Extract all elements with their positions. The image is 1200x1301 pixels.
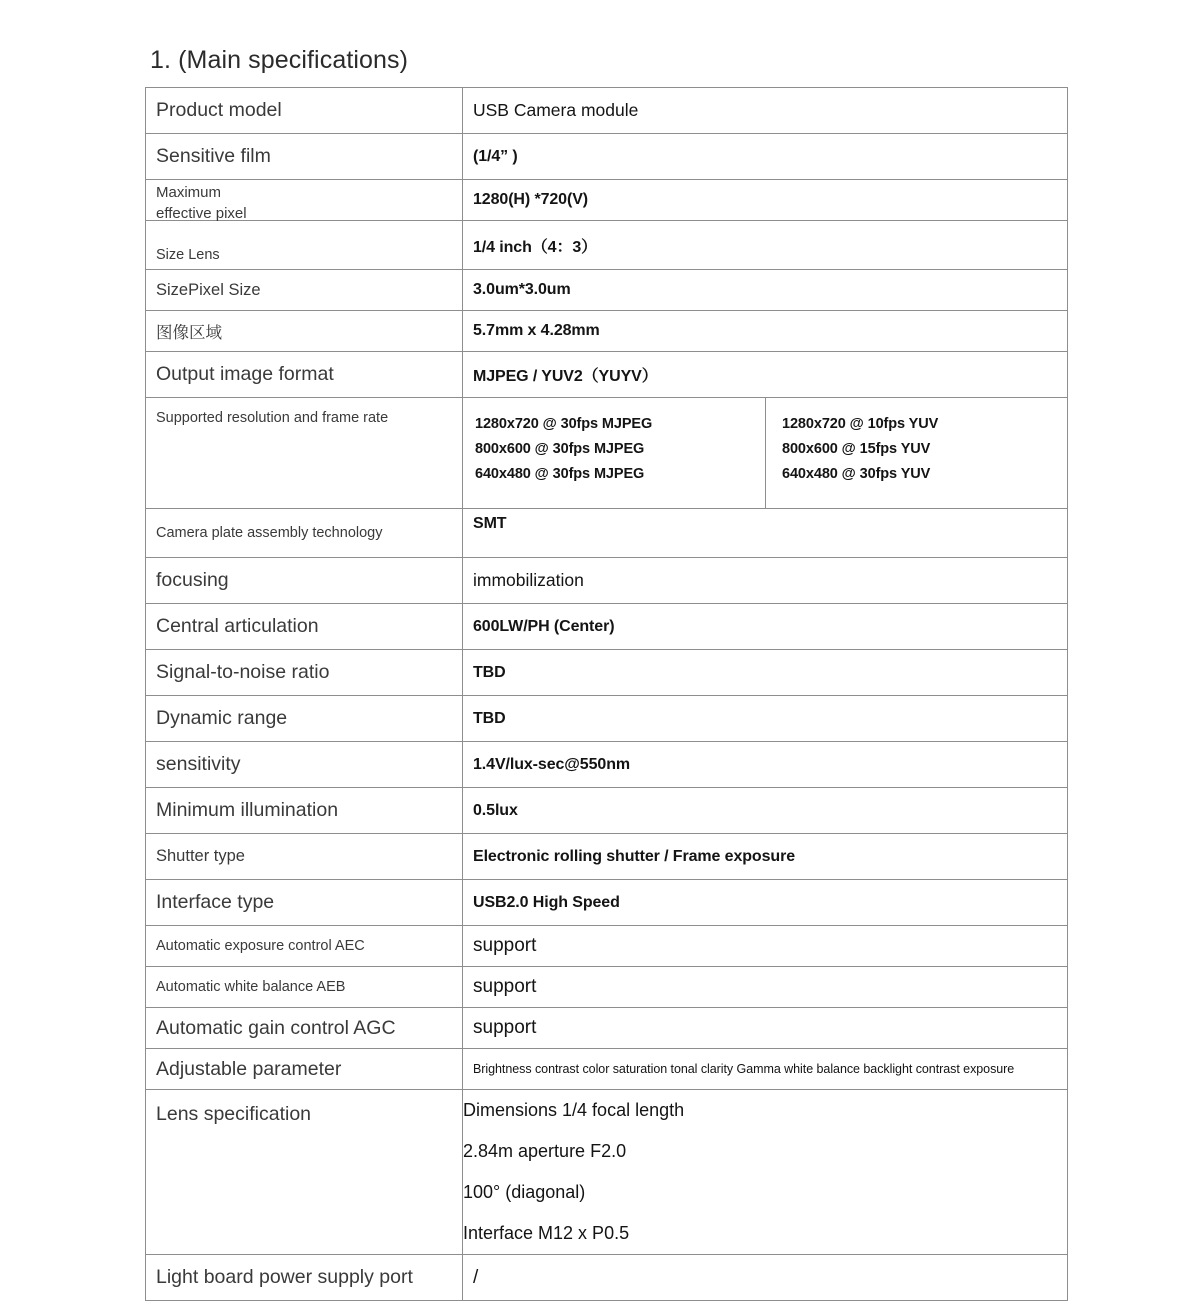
spec-label-multiline (146, 183, 462, 222)
spec-label: Size Lens (156, 247, 220, 263)
resolution-line: 640x480 @ 30fps YUV (782, 466, 931, 482)
spec-label: Signal-to-noise ratio (156, 661, 330, 683)
spec-value-cell (463, 134, 1068, 180)
spec-value-cell (463, 788, 1068, 834)
spec-label-line2: effective pixel (156, 205, 247, 222)
table-row (146, 180, 1068, 221)
spec-value-cell (463, 967, 1068, 1008)
spec-label-cell (146, 650, 463, 696)
spec-label-cell (146, 967, 463, 1008)
resolution-grid (463, 398, 1067, 508)
spec-value: USB2.0 High Speed (473, 893, 620, 911)
resolution-line: 1280x720 @ 30fps MJPEG (475, 416, 653, 432)
table-row (146, 880, 1068, 926)
specifications-table (145, 87, 1068, 1301)
spec-value: immobilization (473, 570, 584, 590)
spec-value-cell (463, 926, 1068, 967)
lens-line: Interface M12 x P0.5 (463, 1223, 630, 1243)
resolution-line: 800x600 @ 15fps YUV (782, 441, 931, 457)
spec-label: Adjustable parameter (156, 1057, 342, 1080)
table-row (146, 1255, 1068, 1301)
spec-value-cell (463, 1008, 1068, 1049)
table-row (146, 834, 1068, 880)
spec-value: TBD (473, 663, 506, 681)
resolution-column-mjpeg (463, 398, 765, 508)
spec-label-cell (146, 1049, 463, 1090)
spec-value-cell (463, 834, 1068, 880)
table-row-resolutions (146, 398, 1068, 509)
spec-label: Light board power supply port (156, 1266, 413, 1288)
spec-value: (1/4” ) (473, 147, 518, 165)
spec-label-cell (146, 134, 463, 180)
spec-label-cell (146, 558, 463, 604)
spec-value-cell (463, 398, 1068, 509)
spec-label-cell (146, 788, 463, 834)
resolution-line: 640x480 @ 30fps MJPEG (475, 466, 645, 482)
table-row (146, 509, 1068, 558)
spec-label-cell (146, 88, 463, 134)
spec-label-cell (146, 1255, 463, 1301)
spec-value: / (473, 1266, 479, 1288)
page-title: 1. (Main specifications) (150, 46, 409, 74)
table-row (146, 270, 1068, 311)
table-row (146, 558, 1068, 604)
lens-line: 100° (diagonal) (463, 1182, 586, 1202)
spec-label: Automatic exposure control AEC (156, 938, 365, 954)
spec-value: support (473, 1017, 537, 1038)
spec-value-cell (463, 1090, 1068, 1255)
spec-value-cell (463, 180, 1068, 221)
spec-label: 图像区域 (156, 324, 222, 342)
spec-label: Automatic gain control AGC (156, 1016, 396, 1039)
spec-value: USB Camera module (473, 100, 639, 120)
resolution-column-yuv (765, 398, 1067, 508)
spec-label: Interface type (156, 891, 275, 913)
spec-label-cell (146, 509, 463, 558)
spec-label-cell (146, 270, 463, 311)
spec-value-cell (463, 352, 1068, 398)
spec-value: support (473, 935, 537, 956)
spec-value-cell (463, 1255, 1068, 1301)
spec-label-cell (146, 696, 463, 742)
table-row (146, 926, 1068, 967)
table-row-lens (146, 1090, 1068, 1255)
spec-label-cell (146, 311, 463, 352)
spec-label-cell (146, 880, 463, 926)
spec-value-cell (463, 650, 1068, 696)
spec-value: 1.4V/lux-sec@550nm (473, 755, 630, 773)
table-row (146, 88, 1068, 134)
table-row (146, 742, 1068, 788)
spec-label: sensitivity (156, 753, 241, 775)
spec-label: Supported resolution and frame rate (156, 410, 389, 426)
spec-label-cell (146, 604, 463, 650)
spec-value-cell (463, 509, 1068, 558)
table-row (146, 134, 1068, 180)
spec-label-cell (146, 180, 463, 221)
table-row (146, 788, 1068, 834)
spec-label: Product model (156, 99, 282, 121)
spec-value-cell (463, 880, 1068, 926)
spec-value: TBD (473, 709, 506, 727)
spec-value: MJPEG / YUV2（YUYV） (473, 368, 658, 385)
spec-label-cell (146, 398, 463, 509)
lens-line: Dimensions 1/4 focal length (463, 1100, 685, 1120)
spec-value: 0.5lux (473, 801, 518, 819)
spec-label: Output image format (156, 363, 334, 385)
spec-value: 5.7mm x 4.28mm (473, 322, 600, 339)
spec-value-cell (463, 311, 1068, 352)
resolution-line: 1280x720 @ 10fps YUV (782, 416, 939, 432)
spec-label: SizePixel Size (156, 280, 261, 299)
spec-value-cell (463, 696, 1068, 742)
spec-label-line1: Maximum (156, 184, 222, 201)
spec-value: Electronic rolling shutter / Frame exposure (473, 847, 796, 865)
spec-value-cell (463, 604, 1068, 650)
spec-value-cell (463, 221, 1068, 270)
spec-value: 600LW/PH (Center) (473, 617, 615, 635)
spec-label: focusing (156, 569, 229, 591)
spec-label-cell (146, 834, 463, 880)
table-row (146, 221, 1068, 270)
spec-value: 1280(H) *720(V) (473, 191, 589, 208)
spec-label-cell (146, 1090, 463, 1255)
spec-value-cell (463, 88, 1068, 134)
spec-label-cell (146, 742, 463, 788)
table-row (146, 604, 1068, 650)
spec-label: Minimum illumination (156, 799, 339, 821)
spec-label: Shutter type (156, 847, 245, 865)
spec-value: support (473, 976, 537, 997)
table-row (146, 1008, 1068, 1049)
spec-value: 3.0um*3.0um (473, 281, 571, 298)
spec-label: Dynamic range (156, 707, 288, 729)
spec-value-cell (463, 270, 1068, 311)
lens-line: 2.84m aperture F2.0 (463, 1141, 627, 1161)
table-row (146, 696, 1068, 742)
spec-label: Automatic white balance AEB (156, 979, 346, 995)
spec-label: Central articulation (156, 615, 319, 637)
table-row (146, 311, 1068, 352)
spec-label-cell (146, 352, 463, 398)
spec-value-cell (463, 742, 1068, 788)
spec-label-cell (146, 926, 463, 967)
resolution-line: 800x600 @ 30fps MJPEG (475, 441, 645, 457)
table-row (146, 352, 1068, 398)
spec-label: Lens specification (156, 1103, 312, 1125)
spec-value: SMT (473, 515, 507, 532)
table-row (146, 1049, 1068, 1090)
table-row (146, 650, 1068, 696)
spec-value-cell (463, 1049, 1068, 1090)
spec-label-cell (146, 1008, 463, 1049)
spec-value: Brightness contrast color saturation tonal clarity Gamma white balance backlight contrast exposure (473, 1062, 1015, 1076)
spec-label: Sensitive film (156, 145, 271, 167)
table-row (146, 967, 1068, 1008)
spec-label: Camera plate assembly technology (156, 525, 383, 541)
spec-label-cell (146, 221, 463, 270)
spec-value: 1/4 inch（4：3） (473, 238, 598, 256)
spec-value-cell (463, 558, 1068, 604)
